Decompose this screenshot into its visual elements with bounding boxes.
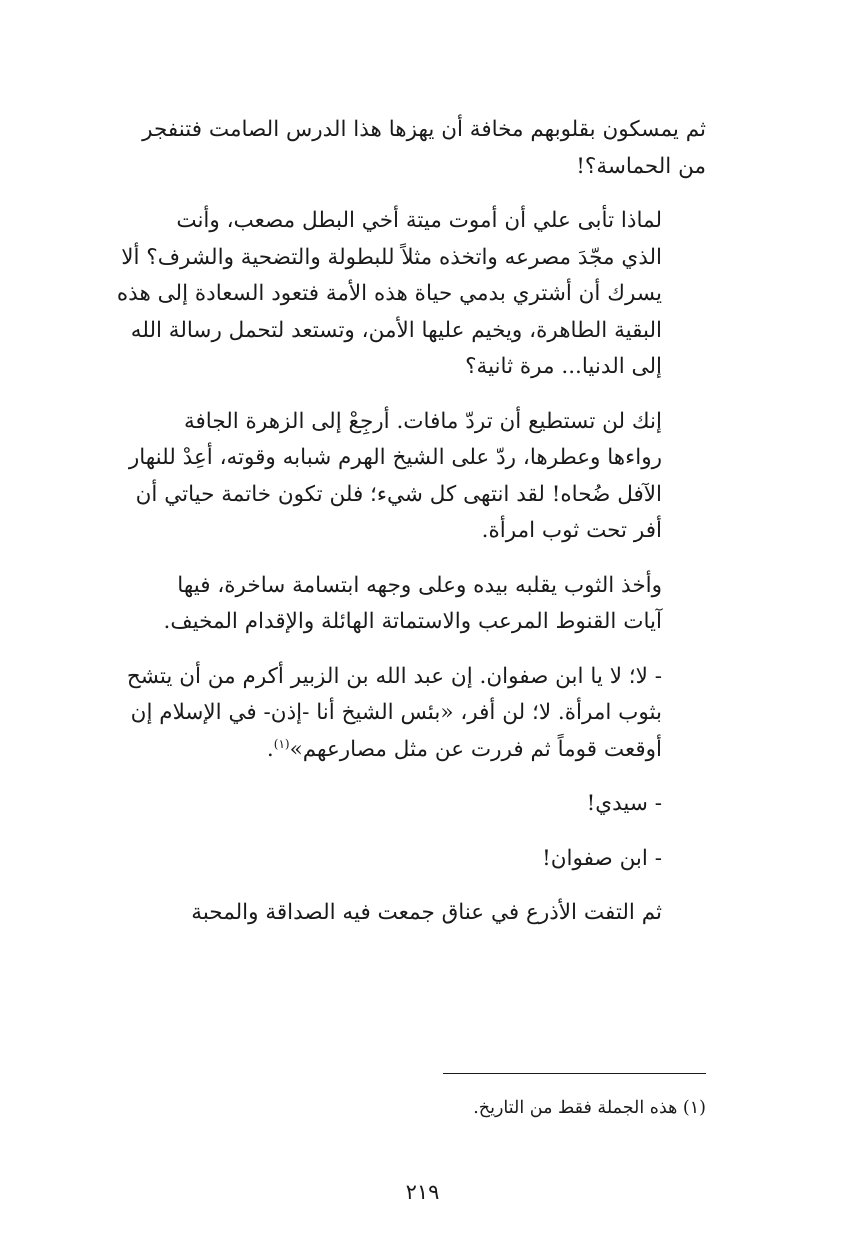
text-line: من الحماسة؟! (576, 153, 706, 179)
text-line: بثوب امرأة. لا؛ لن أفر، «بئس الشيخ أنا -إذن- في الإسلام إن (130, 700, 662, 725)
text-line: أفر تحت ثوب امرأة. (481, 518, 662, 543)
text-line: إلى الدنيا... مرة ثانية؟ (465, 354, 662, 379)
paragraph-6 (112, 895, 706, 932)
footnote-reference: (١) (273, 736, 290, 751)
text-line: الآفل ضُحاه! لقد انتهى كل شيء؛ فلن تكون خاتمة حياتي أن (135, 481, 662, 507)
paragraph-5 (112, 659, 706, 769)
page-body (112, 112, 706, 950)
dialogue-line-2: - ابن صفوان! (542, 845, 662, 871)
text-line: البقية الطاهرة، ويخيم عليها الأمن، وتستعد لتحمل رسالة الله (130, 317, 662, 343)
page-number: ٢١٩ (405, 1180, 440, 1204)
text-line-with-footnote (112, 732, 706, 769)
text-line: الذي مجّدَ مصرعه واتخذه مثلاً للبطولة والتضحية والشرف؟ ألا (121, 244, 662, 270)
footnote: (١) هذه الجملة فقط من التاريخ. (473, 1098, 706, 1118)
paragraph-4 (112, 568, 706, 641)
text-line: رواءها وعطرها، ردّ على الشيخ الهرم شبابه وقوته، أعِدْ للنهار (128, 445, 662, 470)
text-line: أوقعت قوماً ثم فررت عن مثل مصارعهم» (289, 736, 662, 762)
text-line: ثم يمسكون بقلوبهم مخافة أن يهزها هذا الدرس الصامت فتنفجر (142, 117, 706, 142)
text-line: - لا؛ لا يا ابن صفوان. إن عبد الله بن الزبير أكرم من أن يتشح (126, 663, 662, 689)
dialogue-line-1: - سيدي! (586, 791, 662, 816)
text-line: وأخذ الثوب يقلبه بيده وعلى وجهه ابتسامة ساخرة، فيها (177, 572, 662, 598)
text-line: يسرك أن أشتري بدمي حياة هذه الأمة فتعود السعادة إلى هذه (116, 281, 662, 306)
paragraph-2 (112, 203, 706, 386)
period: . (266, 736, 274, 762)
text-line: لماذا تأبى علي أن أموت ميتة أخي البطل مصعب، وأنت (176, 208, 662, 233)
paragraph-3 (112, 404, 706, 550)
paragraph-1 (112, 112, 706, 185)
text-line: آيات القنوط المرعب والاستماتة الهائلة والإقدام المخيف. (163, 609, 662, 634)
text-line: ثم التفت الأذرع في عناق جمعت فيه الصداقة والمحبة (191, 900, 662, 925)
text-line: إنك لن تستطيع أن تردّ مافات. أرجِعْ إلى الزهرة الجافة (183, 408, 662, 434)
footnote-divider (443, 1073, 706, 1074)
